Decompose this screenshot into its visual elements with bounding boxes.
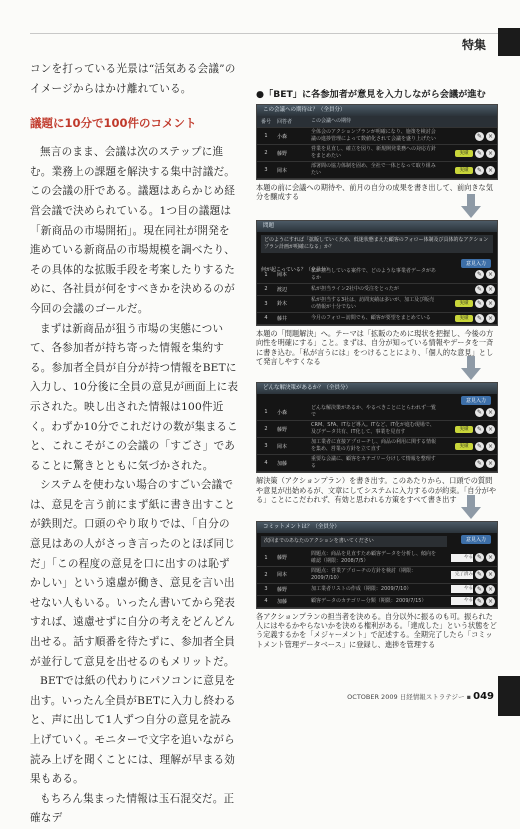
row-controls [439,312,497,324]
row-name: 渡辺 [275,283,309,295]
top-rule [30,33,510,34]
row-controls [439,404,497,421]
row-num: 3 [257,438,275,455]
article-heading: 議題に10分で100件のコメント [30,116,197,131]
edit-icon[interactable]: ✎ [476,149,483,157]
col-text-header: この会議への期待 [309,116,497,128]
commitment-question: 次回までのあなたのアクションを書いてください [261,536,447,547]
status-chip[interactable]: 実績 [455,426,473,433]
row-controls [439,595,497,607]
table-row [257,295,497,312]
row-num: 2 [257,145,275,162]
delete-icon[interactable]: × [487,132,494,140]
edit-icon[interactable]: ✎ [476,166,483,174]
row-controls [439,128,497,145]
footer-separator-icon: ▪ [466,693,472,701]
col-name-header: 回答者 [275,116,309,128]
row-text: 私が担当している案件で、どのような事業者データがあるか [309,267,439,284]
row-name: 岡本 [275,267,309,284]
edit-icon[interactable]: ✎ [476,425,483,433]
panel-caption: 本題の前に会議への期待や、前月の自分の成果を書き出して、前向きな気分を醸成する [256,183,493,202]
table-row [257,145,497,162]
article-paragraph: もちろん集まった情報は玉石混交だ。正確なデ [30,792,235,825]
row-name: 岡本 [275,438,309,455]
down-arrow-icon [461,368,481,380]
edit-icon[interactable]: ✎ [476,554,483,562]
commitment-select[interactable]: 完了済み [451,571,473,579]
row-controls [439,566,497,583]
edit-icon[interactable]: ✎ [476,459,483,467]
bullet-icon: ● [256,89,265,100]
row-num: 2 [257,566,275,583]
table-row [257,438,497,455]
delete-icon[interactable]: × [487,166,494,174]
arrow-spacer [256,505,498,521]
row-num: 1 [257,128,275,145]
row-text: 加工業者に直接アプローチし、商品の利用に関する情報を集め、営業の方針を立て直す [309,438,439,455]
delete-icon[interactable]: × [487,442,494,450]
add-opinion-button[interactable]: 意見入力 [461,535,491,544]
row-name: 岡本 [275,566,309,583]
row-controls [439,267,497,284]
subhead-bar [257,256,497,273]
row-controls [439,145,497,162]
row-text: 私が担当する3社は、訪問実績は多いが、加工及び販売の情報が十分でない [309,295,439,312]
row-num: 1 [257,267,275,284]
edit-icon[interactable]: ✎ [476,442,483,450]
row-name: 藤井 [275,312,309,324]
add-opinion-button[interactable]: 意見入力 [461,259,491,268]
commitment-select[interactable]: やる [451,554,473,562]
figure-title [256,86,498,100]
row-num: 1 [257,404,275,421]
delete-icon[interactable]: × [487,585,494,593]
table-row [257,583,497,595]
edit-icon[interactable]: ✎ [476,271,483,279]
footer-magazine: 日経情報ストラテジー [399,693,465,701]
row-text: 今月のフォロー訪問でも、顧客が要望をまとめている [309,312,439,324]
row-text: 私が担当ライン2社中の受注をとったが [309,283,439,295]
edit-icon[interactable]: ✎ [476,597,483,605]
delete-icon[interactable]: × [487,149,494,157]
edit-icon[interactable]: ✎ [476,300,483,308]
figure-column [256,86,498,649]
subhead-text: 何が起こっている？（全員分） [261,266,331,273]
row-name: 藤野 [275,421,309,438]
row-num: 3 [257,583,275,595]
delete-icon[interactable]: × [487,459,494,467]
table-row [257,162,497,179]
row-num: 2 [257,421,275,438]
table-row [257,404,497,421]
page-footer [347,691,494,702]
row-name: 岡本 [275,162,309,179]
row-controls [439,162,497,179]
status-chip[interactable]: 実績 [455,300,473,307]
add-opinion-button[interactable]: 意見入力 [461,396,491,405]
status-chip[interactable]: 実績 [455,443,473,450]
row-text: 全体会のアクションプランが明確になり、施策を検討会議の進捗管理によって数値化されて会議を盛り上げたい [309,128,439,145]
down-arrow-icon [461,507,481,519]
screenshot-panel-expectations [256,104,498,180]
panel-caption: 各アクションプランの担当者を決める。自分以外に振るのも可。振られた人にはやるかやらないかを決める権利がある。「達成した」という状態をどう定義するかを「メジャーメント」で記述する。全期完了したら「コミットメント管理データベース」に登録し、進捗を管理する [256,611,497,649]
delete-icon[interactable]: × [487,300,494,308]
commitment-select[interactable]: やる [451,597,473,605]
article-paragraph: まずは新商品が狙う市場の実態について、各参加者が持ち寄った情報を集約する。参加者全員が自分が持つ情報をBETに入力し、10分後に全員の意見が画面上に表示された。映し出された情報は100件近く。わずか10分でこれだけの数が集まること、これこそがこの会議の「すごさ」であることに驚きとともに気づかされた。 [30,322,239,472]
edit-icon[interactable]: ✎ [476,132,483,140]
row-name: 藤野 [275,583,309,595]
row-num: 4 [257,312,275,324]
article-paragraph: システムを使わない場合のすごい会議では、意見を言う前にまず紙に書き出すことが鉄則だ。口頭のやり取りでは、「自分の意見はあの人がさっき言ったのとほぼ同じだ」「この程度の意見を口に出すのは恥ずかしい」という遠慮が働き、意見を言い出せない人もいる。いったん書いてから発表すれば、遠慮せずに自分の考えをどんどん出せる。話す順番を待たずに、参加者全員が並行して意見を出せるのもメリットだ。 [30,479,236,668]
screenshot-panel-problem [256,220,498,326]
delete-icon[interactable]: × [487,571,494,579]
article-paragraph: BETでは紙の代わりにパソコンに意見を出す。いったん全員がBETに入力し終わると、声に出して1人ずつ自分の意見を読み上げていく。モニターで文字を追いながら読み上げを聞くことには、理解が早まる効果もある。 [30,675,236,786]
screenshot-panel-solutions [256,382,498,473]
delete-icon[interactable]: × [487,597,494,605]
screenshot-panel-commitment [256,521,498,609]
row-controls [439,421,497,438]
panel-table [257,550,497,608]
panel-header [257,383,497,394]
row-num: 4 [257,595,275,607]
row-name: 藤野 [275,145,309,162]
edit-icon[interactable]: ✎ [476,285,483,293]
delete-icon[interactable]: × [487,425,494,433]
delete-icon[interactable]: × [487,408,494,416]
delete-icon[interactable]: × [487,314,494,322]
table-row [257,128,497,145]
table-header-row [257,116,497,128]
row-name: 小森 [275,128,309,145]
row-controls [439,438,497,455]
panel-header: コミットメントは？（全員分） [257,522,497,533]
panel-header: 問題 [257,221,497,232]
status-chip[interactable]: 実績 [455,150,473,157]
row-num: 3 [257,162,275,179]
row-text: 重要な会議に、顧客をカテゴリー分けして情報を整理する [309,455,439,472]
row-controls [439,455,497,472]
table-row [257,421,497,438]
article-intro: コンを打っている光景は“活気ある会議”のイメージからはかけ離れている。 [30,63,236,95]
table-row [257,550,497,567]
row-controls [439,583,497,595]
table-row [257,312,497,324]
down-arrow-icon [461,206,481,218]
row-text: 加工業者リストの作成（期限：2009/7/10） [309,583,439,595]
panel-table [257,116,497,179]
page-number: 049 [473,691,494,702]
problem-question: どのようにすれば「拡販していくため、低迷状態まえた顧客のフォロー体制及び具体的なアクションプラン計画が明確になる」か？ [261,235,493,253]
article-paragraph: 無言のまま、会議は次のステップに進む。業務上の課題を解決する集中討議だ。この会議の肝である。議題はあらかじめ経営会議で決められている。1つ目の議題は「新商品の市場開拓」。現在同社が開発を進めている新商品の市場規模を調べたり、その具体的な拡販手段を考案したりするために、各社員が何をすべきかを決めるのが今回の会議のゴールだ。 [30,146,236,315]
corner-tab [498,28,520,56]
article-column [30,60,240,829]
row-num: 2 [257,283,275,295]
row-name: 加藤 [275,455,309,472]
commitment-select[interactable]: やる [451,585,473,593]
row-text: 問題点：商品を見直すため顧客データを分析し、傾向を確認（期限：2008/7/5） [309,550,439,567]
figure-title-text: 「BET」に各参加者が意見を入力しながら会議が進む [264,89,486,100]
row-controls [439,295,497,312]
row-name: 藤野 [275,550,309,567]
row-num: 1 [257,550,275,567]
row-num: 4 [257,455,275,472]
table-row [257,566,497,583]
row-controls [439,283,497,295]
edit-icon[interactable]: ✎ [476,571,483,579]
panel-table [257,267,497,325]
row-text: 部署間の協力体制を固め、全社で一体となって取り組みたい [309,162,439,179]
status-chip[interactable]: 実績 [455,167,473,174]
arrow-spacer [256,202,498,220]
row-text: どんな解決策があるか、やるべきことにとらわれず一覧で [309,404,439,421]
section-label: 特集 [461,38,486,52]
row-name: 加藤 [275,595,309,607]
row-text: 営業を見直し、確立を図り、新規開発業務への対応方針をまとめたい [309,145,439,162]
delete-icon[interactable]: × [487,554,494,562]
row-controls [439,550,497,567]
edit-icon[interactable]: ✎ [476,585,483,593]
col-num-header: 番号 [257,116,275,128]
table-row [257,595,497,607]
status-chip[interactable]: 実績 [455,315,473,322]
bottom-corner-tab [498,676,520,716]
delete-icon[interactable]: × [487,285,494,293]
panel-header-text: どんな解決策があるか？（全員分） [263,385,352,392]
arrow-spacer [256,366,498,382]
edit-icon[interactable]: ✎ [476,408,483,416]
row-name: 小森 [275,404,309,421]
row-text: 顧客データのカテゴリー分類（期限：2009/7/15） [309,595,439,607]
row-num: 3 [257,295,275,312]
edit-icon[interactable]: ✎ [476,314,483,322]
row-text: 問題点：営業アプローチの方針を検討（期限：2009/7/10） [309,566,439,583]
row-text: CRM、SFA、ITなど導入。ITなど、IT化が進む現場で、及びデータ共有、IT化して、事業を見直す [309,421,439,438]
panel-caption: 本題の「問題解決」へ。テーマは「拡販のために現状を把握し、今後の方向性を明確にする」こと。まずは、自分が知っている情報やデータを一斉に書き込む。「私が言うには」をつけることにより、「個人的な意見」として発言しやすくなる [256,328,494,367]
footer-date: OCTOBER 2009 [347,693,398,701]
delete-icon[interactable]: × [487,271,494,279]
panel-caption: 解決策（アクションプラン）を書き出す。このあたりから、口頭での質問や意見が出始めるが、文章にしてシステムに入力するのが約束。「自分がやる」ことにこだわれず、有効と思われる方策をすべて書き出す [256,476,497,505]
row-name: 鈴木 [275,295,309,312]
table-row [257,283,497,295]
panel-table [257,404,497,472]
table-row [257,455,497,472]
panel-header: この会議への期待は？（全員分） [257,105,497,116]
